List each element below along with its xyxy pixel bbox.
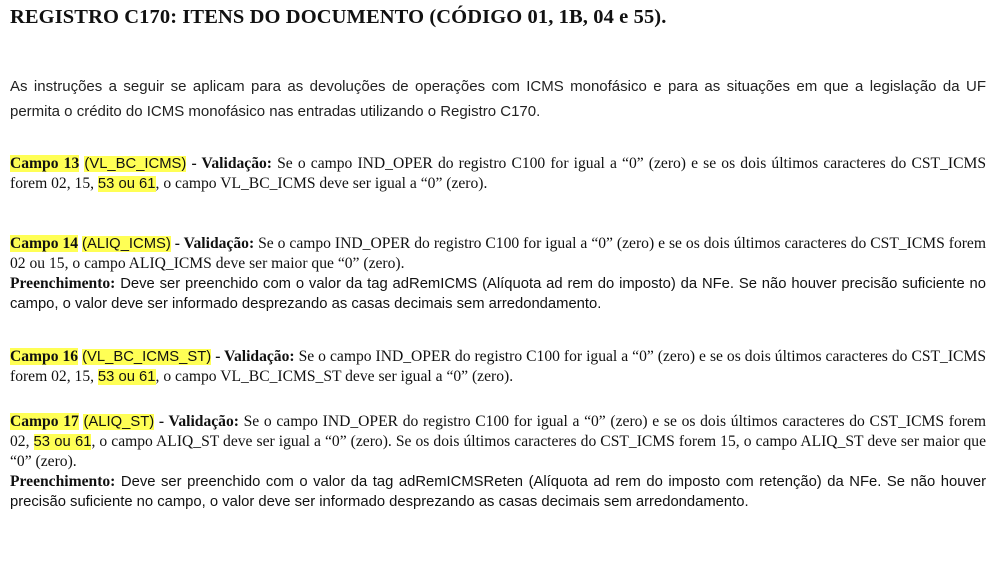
campo-17-separator: - bbox=[154, 413, 169, 430]
campo-16-label: Campo 16 bbox=[10, 348, 79, 365]
campo-17-validation-label: Validação: bbox=[168, 413, 239, 430]
campo-17-field: (ALIQ_ST) bbox=[83, 414, 155, 430]
campo-14-separator: - bbox=[170, 235, 184, 252]
campo-16-highlight: 53 ou 61 bbox=[97, 369, 156, 385]
campo-16-separator: - bbox=[211, 348, 225, 365]
campo-16-validation-label: Validação: bbox=[224, 348, 295, 365]
campo-14-validation-label: Validação: bbox=[183, 235, 255, 252]
campo-14-paragraph bbox=[10, 234, 986, 314]
campo-14-preenchimento-label: Preenchimento: bbox=[10, 275, 116, 292]
campo-13-field: (VL_BC_ICMS) bbox=[84, 156, 187, 172]
intro-paragraph: As instruções a seguir se aplicam para as devoluções de operações com ICMS monofásico e para as situações em que a legislação da UF permita o crédito do ICMS monofásico nas entradas utilizando o Registro C170. bbox=[10, 78, 986, 120]
campo-17-highlight: 53 ou 61 bbox=[33, 434, 92, 450]
campo-17-preenchimento-text: Deve ser preenchido com o valor da tag adRemICMSReten (Alíquota ad rem do imposto com retenção) da NFe. Se não houver precisão suficiente no campo, o valor deve ser informado desprezando as casas decimais sem arredondamento. bbox=[10, 474, 986, 510]
document-title: REGISTRO C170: ITENS DO DOCUMENTO (CÓDIGO 01, 1B, 04 e 55). bbox=[10, 6, 667, 28]
campo-13-separator: - bbox=[186, 155, 202, 172]
campo-17-validation-text-a: Se o campo IND_OPER do registro C100 for igual a “0” (zero) e se os dois últimos caracteres do CST_ICMS forem 02, bbox=[10, 413, 986, 450]
campo-14-validation-text: Se o campo IND_OPER do registro C100 for igual a “0” (zero) e se os dois últimos caracteres do CST_ICMS forem 02 ou 15, o campo ALIQ_ICMS deve ser maior que “0” (zero). bbox=[10, 235, 986, 272]
campo-13-highlight: 53 ou 61 bbox=[97, 176, 156, 192]
campo-13-validation-label: Validação: bbox=[201, 155, 272, 172]
campo-17-validation-text-b: , o campo ALIQ_ST deve ser igual a “0” (zero). Se os dois últimos caracteres do CST_ICMS forem 15, o campo ALIQ_ST deve ser maior que “0” (zero). bbox=[10, 433, 987, 470]
campo-17-preenchimento-label: Preenchimento: bbox=[10, 473, 116, 490]
campo-13-paragraph bbox=[10, 154, 986, 194]
campo-14-preenchimento-text: Deve ser preenchido com o valor da tag adRemICMS (Alíquota ad rem do imposto) da NFe. Se não houver precisão suficiente no campo, o valor deve ser informado desprezando as casas decimais sem arredondamento. bbox=[10, 276, 986, 312]
campo-16-field: (VL_BC_ICMS_ST) bbox=[82, 349, 212, 365]
campo-14-label: Campo 14 bbox=[10, 235, 79, 252]
campo-17-label: Campo 17 bbox=[10, 413, 79, 430]
campo-16-paragraph bbox=[10, 347, 986, 387]
campo-16-validation-text-a: Se o campo IND_OPER do registro C100 for igual a “0” (zero) e se os dois últimos caracteres do CST_ICMS forem 02, 15, bbox=[10, 348, 986, 385]
campo-13-label: Campo 13 bbox=[10, 155, 80, 172]
campo-17-paragraph bbox=[10, 412, 986, 512]
campo-16-validation-text-b: , o campo VL_BC_ICMS_ST deve ser igual a “0” (zero). bbox=[155, 368, 514, 385]
campo-14-field: (ALIQ_ICMS) bbox=[82, 236, 171, 252]
campo-13-validation-text-b: , o campo VL_BC_ICMS deve ser igual a “0” (zero). bbox=[155, 175, 488, 192]
campo-13-validation-text-a: Se o campo IND_OPER do registro C100 for igual a “0” (zero) e se os dois últimos caracteres do CST_ICMS forem 02, 15, bbox=[10, 155, 987, 192]
